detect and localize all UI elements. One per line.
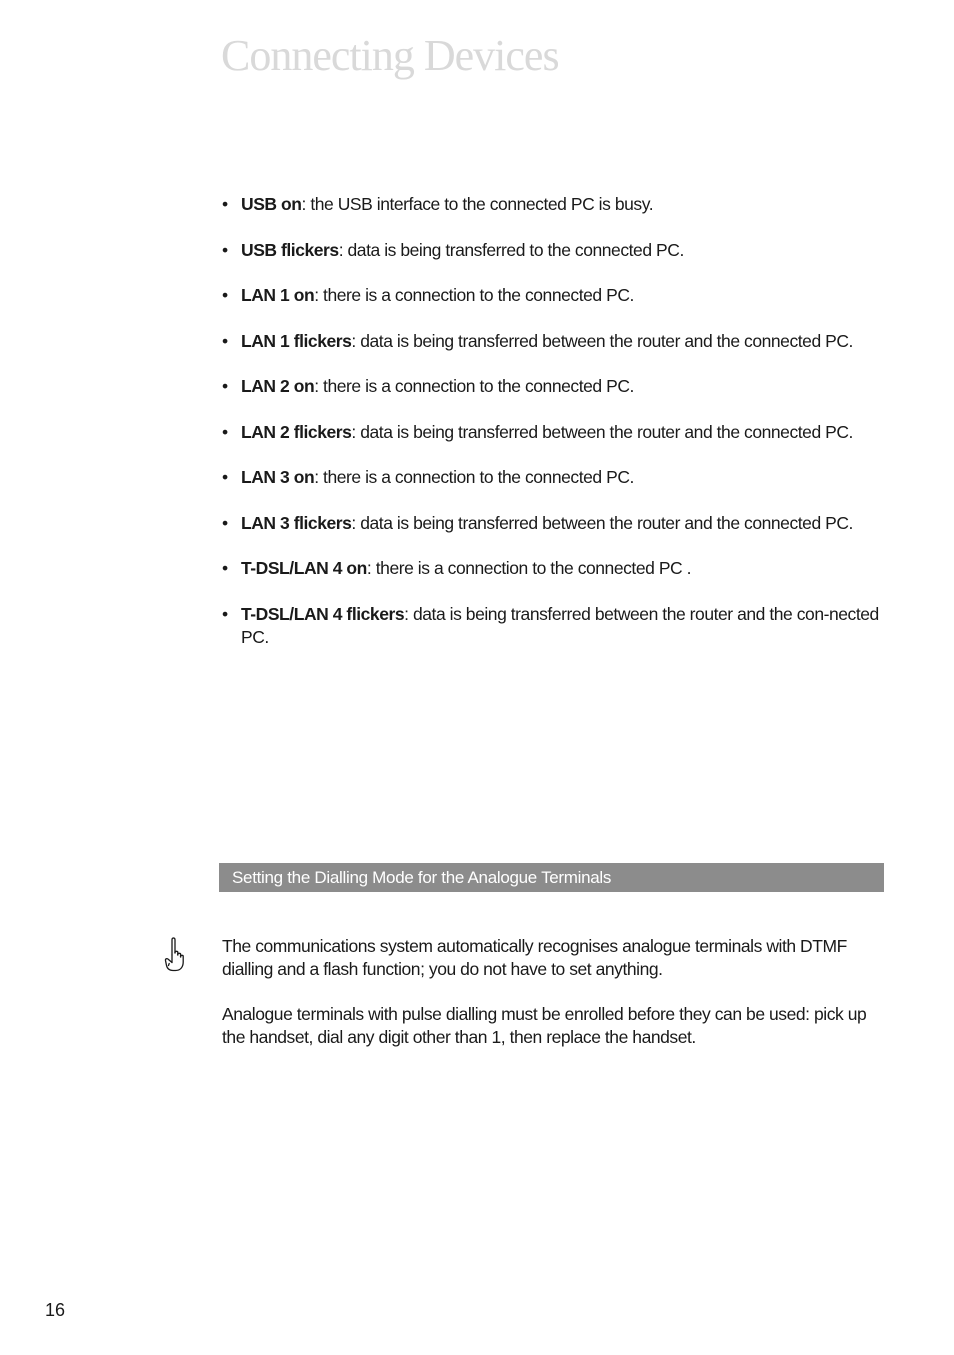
list-item-term: LAN 2 flickers	[241, 421, 352, 442]
list-item-description: : data is being transferred between the router and the connected PC.	[351, 330, 853, 351]
list-item	[222, 284, 882, 307]
page-title: Connecting Devices	[221, 31, 559, 80]
note-paragraph: Analogue terminals with pulse dialling must be enrolled before they can be used: pick up the handset, dial any digit other than 1, then replace the handset.	[222, 1004, 867, 1047]
list-item-term: LAN 1 on	[241, 285, 315, 305]
list-item-term: LAN 1 flickers	[241, 330, 352, 351]
list-item-term: T-DSL/LAN 4 flickers	[241, 603, 405, 624]
list-item-description: : data is being transferred between the router and the connected PC.	[351, 512, 853, 533]
list-item	[222, 512, 882, 535]
list-item	[222, 193, 882, 216]
list-item-term: USB flickers	[241, 239, 339, 260]
list-item	[222, 421, 882, 444]
bullet-icon: •	[222, 603, 228, 624]
bullet-icon: •	[222, 421, 228, 442]
list-item	[222, 330, 882, 353]
section-header	[219, 863, 884, 892]
list-item-description: : there is a connection to the connected PC .	[366, 558, 692, 578]
list-item-term: T-DSL/LAN 4 on	[241, 558, 367, 578]
list-item	[222, 603, 882, 649]
bullet-icon: •	[222, 194, 228, 214]
page-number: 16	[45, 1300, 66, 1320]
led-status-list	[222, 193, 882, 671]
bullet-icon: •	[222, 239, 228, 260]
list-item	[222, 375, 882, 398]
list-item-description: : there is a connection to the connected PC.	[314, 467, 634, 487]
bullet-icon: •	[222, 285, 228, 305]
bullet-icon: •	[222, 376, 228, 396]
list-item-description: : there is a connection to the connected PC.	[314, 376, 634, 396]
bullet-icon: •	[222, 558, 228, 578]
bullet-icon: •	[222, 330, 228, 351]
list-item	[222, 466, 882, 489]
list-item-term: USB on	[241, 194, 302, 214]
list-item-term: LAN 3 on	[241, 467, 315, 487]
section-header-title: Setting the Dialling Mode for the Analogue Terminals	[232, 868, 612, 887]
list-item-description: : the USB interface to the connected PC is busy.	[301, 194, 654, 214]
list-item	[222, 239, 882, 262]
list-item-description: : data is being transferred to the connected PC.	[338, 239, 684, 260]
bullet-icon: •	[222, 512, 228, 533]
list-item-description: : data is being transferred between the router and the connected PC.	[351, 421, 853, 442]
list-item	[222, 557, 882, 580]
note-block	[222, 935, 884, 1071]
list-item-term: LAN 3 flickers	[241, 512, 352, 533]
pointing-hand-icon	[163, 936, 185, 974]
bullet-icon: •	[222, 467, 228, 487]
note-paragraph: The communications system automatically recognises analogue terminals with DTMF dialling and a flash function; you do not have to set anything.	[222, 936, 847, 979]
list-item-description: : there is a connection to the connected PC.	[314, 285, 634, 305]
list-item-description: : data is being transferred between the router and the con-nected PC.	[241, 603, 879, 647]
list-item-term: LAN 2 on	[241, 376, 315, 396]
